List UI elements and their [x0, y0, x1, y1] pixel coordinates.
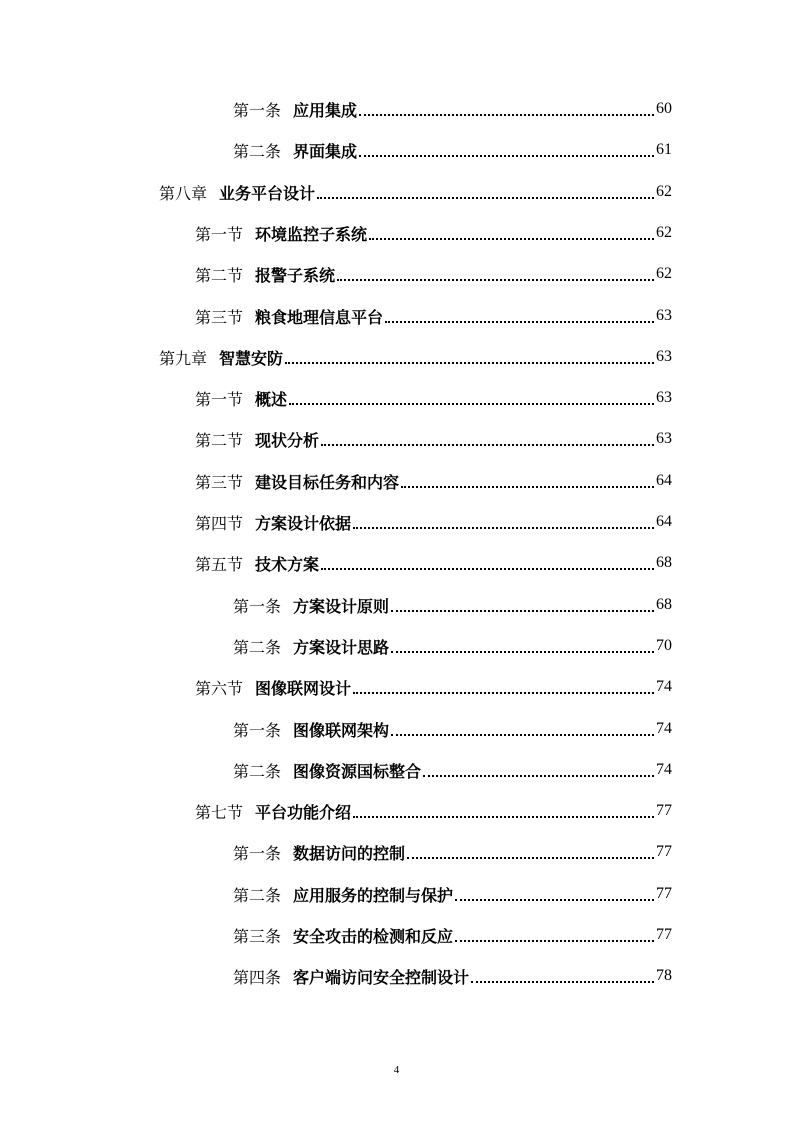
- toc-entry-number: 第二条: [233, 637, 282, 657]
- toc-entry[interactable]: [233, 758, 672, 782]
- toc-entry-title: 智慧安防: [219, 348, 284, 368]
- toc-entry-number: 第二节: [195, 430, 244, 450]
- toc-entry-page: 77: [656, 885, 672, 902]
- toc-entry-page: 74: [656, 761, 672, 778]
- toc-entry-number: 第一条: [233, 596, 282, 616]
- toc-entry[interactable]: [195, 262, 672, 286]
- toc-entry-page: 74: [656, 720, 672, 737]
- toc-entry[interactable]: [159, 345, 672, 369]
- toc-entry[interactable]: [233, 882, 672, 906]
- toc-entry-title: 方案设计思路: [293, 637, 390, 657]
- toc-entry-title: 粮食地理信息平台: [255, 307, 384, 327]
- toc-entry-page: 77: [656, 843, 672, 860]
- dot-leader: [423, 775, 654, 777]
- dot-leader: [369, 238, 654, 240]
- toc-entry-number: 第三节: [195, 472, 244, 492]
- toc-entry-number: 第八章: [159, 183, 208, 203]
- toc-entry-page: 60: [656, 100, 672, 117]
- toc-entry-page: 62: [656, 265, 672, 282]
- dot-leader: [353, 816, 654, 818]
- toc-entry-number: 第二条: [233, 761, 282, 781]
- dot-leader: [353, 692, 654, 694]
- page-number: 4: [393, 1064, 400, 1076]
- toc-entry-title: 界面集成: [293, 141, 358, 161]
- toc-entry[interactable]: [195, 386, 672, 410]
- dot-leader: [285, 362, 654, 364]
- toc-entry-title: 应用服务的控制与保护: [293, 885, 454, 905]
- toc-entry-title: 图像联网设计: [255, 678, 352, 698]
- toc-entry[interactable]: [233, 138, 672, 162]
- dot-leader: [353, 527, 654, 529]
- toc-entry-number: 第一条: [233, 720, 282, 740]
- dot-leader: [359, 155, 654, 157]
- toc-entry-page: 61: [656, 141, 672, 158]
- toc-entry-title: 现状分析: [255, 430, 320, 450]
- toc-entry[interactable]: [195, 427, 672, 451]
- toc-entry-title: 方案设计依据: [255, 513, 352, 533]
- dot-leader: [471, 981, 654, 983]
- toc-entry-number: 第三条: [233, 926, 282, 946]
- toc-entry-title: 图像资源国标整合: [293, 761, 422, 781]
- toc-entry[interactable]: [233, 634, 672, 658]
- toc-entry-number: 第一条: [233, 100, 282, 120]
- toc-entry-page: 63: [656, 430, 672, 447]
- toc-entry-number: 第六节: [195, 678, 244, 698]
- toc-entry[interactable]: [233, 717, 672, 741]
- toc-entry[interactable]: [195, 675, 672, 699]
- toc-entry-page: 68: [656, 596, 672, 613]
- toc-entry-page: 63: [656, 389, 672, 406]
- toc-entry-title: 数据访问的控制: [293, 843, 406, 863]
- toc-entry[interactable]: [195, 551, 672, 575]
- toc-entry-page: 63: [656, 307, 672, 324]
- dot-leader: [337, 279, 654, 281]
- toc-entry-page: 64: [656, 513, 672, 530]
- toc-entry-title: 概述: [255, 389, 288, 409]
- toc-entry[interactable]: [195, 221, 672, 245]
- toc-entry-title: 安全攻击的检测和反应: [293, 926, 454, 946]
- toc-entry-title: 建设目标任务和内容: [255, 472, 400, 492]
- toc-entry-page: 77: [656, 802, 672, 819]
- toc-entry-title: 平台功能介绍: [255, 802, 352, 822]
- toc-entry-number: 第五节: [195, 554, 244, 574]
- dot-leader: [455, 899, 654, 901]
- dot-leader: [455, 940, 654, 942]
- dot-leader: [385, 321, 654, 323]
- dot-leader: [391, 651, 654, 653]
- toc-entry-number: 第九章: [159, 348, 208, 368]
- toc-entry-page: 77: [656, 926, 672, 943]
- toc-entry-title: 环境监控子系统: [255, 224, 368, 244]
- toc-entry-title: 报警子系统: [255, 265, 336, 285]
- toc-entry-title: 技术方案: [255, 554, 320, 574]
- toc-entry-title: 方案设计原则: [293, 596, 390, 616]
- dot-leader: [391, 734, 654, 736]
- toc-entry[interactable]: [233, 840, 672, 864]
- toc-entry-page: 78: [656, 967, 672, 984]
- toc-entry-number: 第三节: [195, 307, 244, 327]
- toc-entry-page: 74: [656, 678, 672, 695]
- toc-entry[interactable]: [195, 799, 672, 823]
- dot-leader: [321, 444, 654, 446]
- toc-entry[interactable]: [233, 923, 672, 947]
- toc-entry-page: 63: [656, 348, 672, 365]
- toc-entry[interactable]: [159, 180, 672, 204]
- toc-entry[interactable]: [195, 510, 672, 534]
- toc-entry-number: 第七节: [195, 802, 244, 822]
- toc-entry-page: 62: [656, 183, 672, 200]
- dot-leader: [359, 114, 654, 116]
- toc-entry-number: 第二条: [233, 885, 282, 905]
- toc-entry-title: 客户端访问安全控制设计: [293, 967, 470, 987]
- toc-entry-page: 62: [656, 224, 672, 241]
- toc-entry-number: 第四节: [195, 513, 244, 533]
- toc-entry-number: 第四条: [233, 967, 282, 987]
- toc-entry-title: 业务平台设计: [219, 183, 316, 203]
- toc-entry-page: 64: [656, 472, 672, 489]
- toc-entry-number: 第二条: [233, 141, 282, 161]
- toc-entry[interactable]: [195, 469, 672, 493]
- toc-entry-number: 第二节: [195, 265, 244, 285]
- toc-entry-page: 68: [656, 554, 672, 571]
- toc-entry[interactable]: [233, 964, 672, 988]
- toc-entry-title: 应用集成: [293, 100, 358, 120]
- toc-entry[interactable]: [233, 97, 672, 121]
- dot-leader: [321, 568, 654, 570]
- dot-leader: [401, 486, 654, 488]
- dot-leader: [289, 403, 654, 405]
- toc-entry-page: 70: [656, 637, 672, 654]
- toc-entry-title: 图像联网架构: [293, 720, 390, 740]
- toc-entry[interactable]: [195, 304, 672, 328]
- toc-entry-number: 第一节: [195, 224, 244, 244]
- toc-entry[interactable]: [233, 593, 672, 617]
- dot-leader: [317, 197, 654, 199]
- toc-entry-number: 第一条: [233, 843, 282, 863]
- dot-leader: [391, 610, 654, 612]
- toc-entry-number: 第一节: [195, 389, 244, 409]
- dot-leader: [407, 857, 654, 859]
